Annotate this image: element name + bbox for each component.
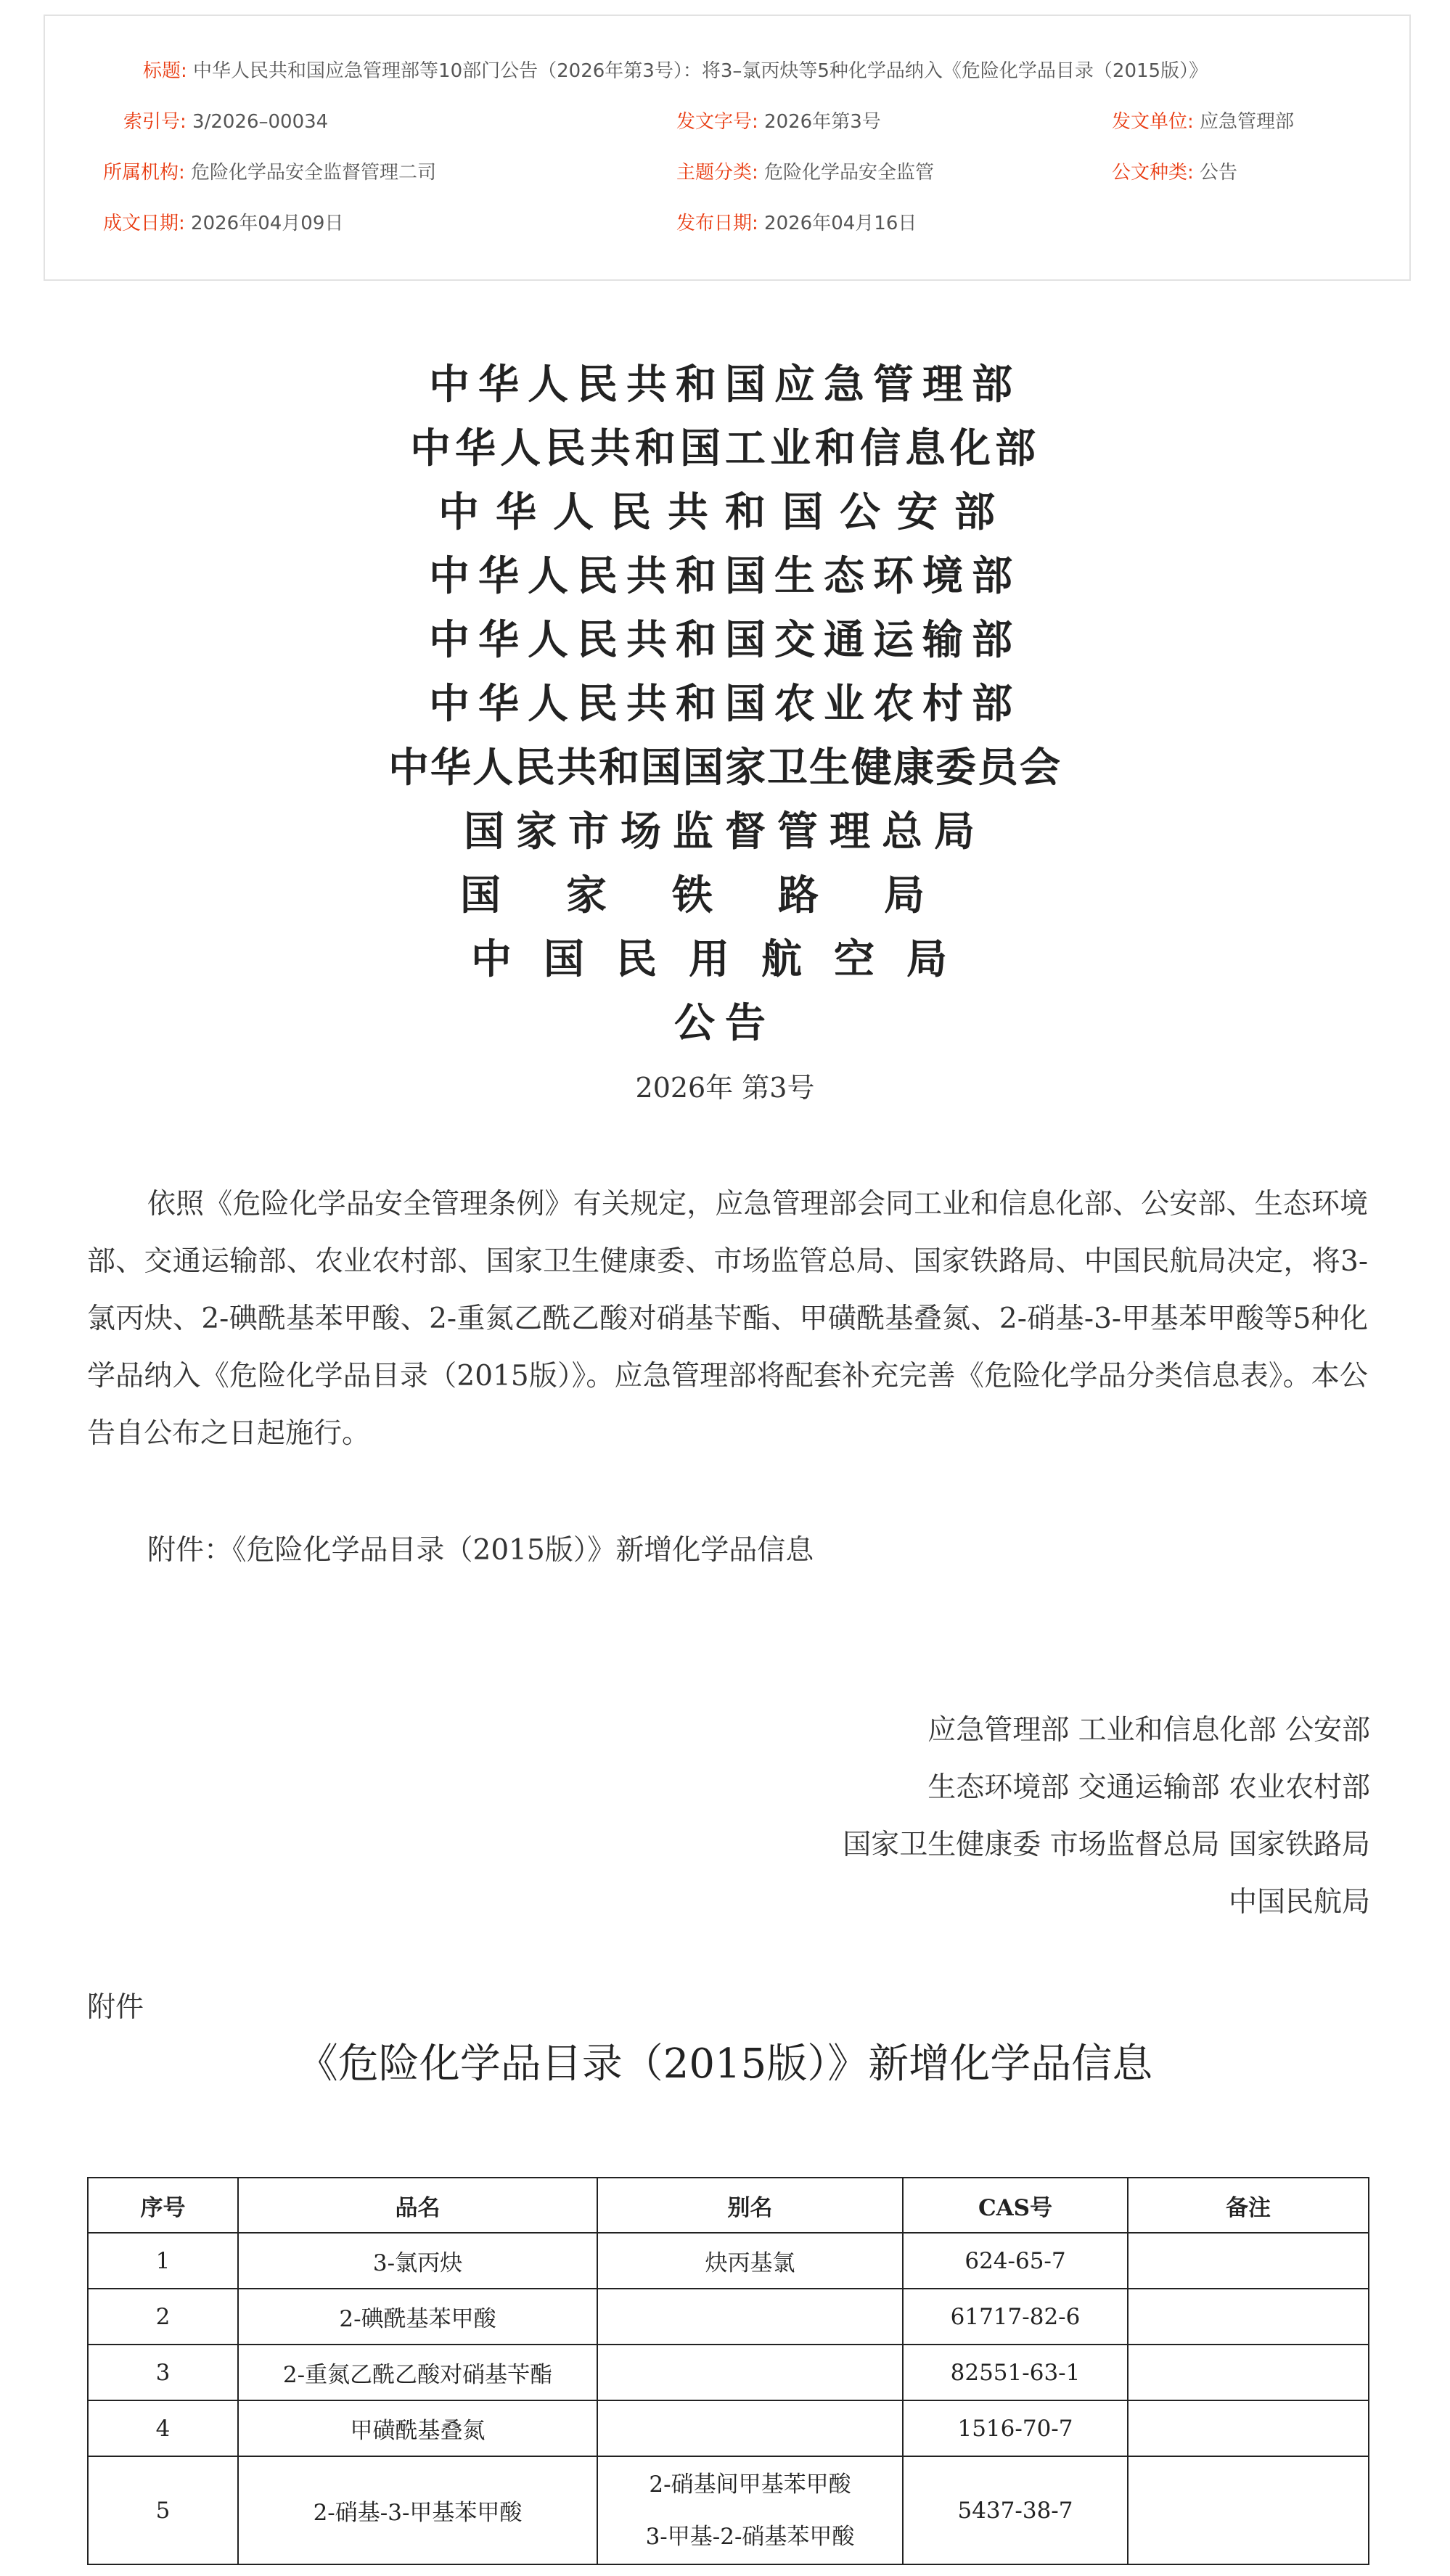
cell-name: 2-碘酰基苯甲酸 [238,2289,597,2345]
cell-cas: 1516-70-7 [903,2400,1128,2456]
table-row [88,2400,1369,2456]
cell-name: 2-重氮乙酰乙酸对硝基苄酯 [238,2345,597,2400]
cell-alias [597,2289,903,2345]
metadata-created-date-label: 成文日期: [103,213,185,234]
table-row [88,2289,1369,2345]
issuer-line: 中华人民共和国生态环境部 [429,552,1021,600]
metadata-row-2 [45,158,1409,187]
signer-line: 应急管理部 工业和信息化部 公安部 [927,1714,1370,1747]
issuer-line: 中华人民共和国公安部 [438,488,1012,536]
metadata-doc-type [1112,158,1237,187]
cell-cas: 624-65-7 [903,2233,1128,2289]
cell-alias [597,2456,903,2564]
chemicals-table [87,2177,1369,2565]
cell-cas: 5437-38-7 [903,2456,1128,2564]
metadata-doc-number-value: 2026年第3号 [764,111,881,133]
metadata-index-label: 索引号: [123,111,187,133]
metadata-index-value: 3/2026–00034 [192,111,329,133]
cell-note [1128,2456,1369,2564]
issuer-line: 中华人民共和国交通运输部 [429,616,1021,664]
cell-number: 1 [88,2233,238,2289]
metadata-row-3 [45,209,1409,238]
table-row [88,2233,1369,2289]
cell-alias [597,2345,903,2400]
cell-note [1128,2233,1369,2289]
issuer-line: 中国民用航空局 [471,935,979,983]
metadata-doc-number [676,107,881,136]
metadata-published-date [676,209,917,238]
issuer-line: 中华人民共和国农业农村部 [429,680,1021,728]
table-row [88,2456,1369,2564]
document-type-title: 公告 [674,999,776,1047]
metadata-row-1 [45,107,1409,136]
metadata-created-date [103,209,343,238]
signer-line: 中国民航局 [1228,1886,1370,1919]
announcement-body: 依照《危险化学品安全管理条例》有关规定，应急管理部会同工业和信息化部、公安部、生态环境部、交通运输部、农业农村部、国家卫生健康委、市场监管总局、国家铁路局、中国民航局决定，将3-氯丙炔、2-碘酰基苯甲酸、2-重氮乙酰乙酸对硝基苄酯、甲磺酰基叠氮、2-硝基-3-甲基苯甲酸等5种化学品纳入《危险化学品目录（2015版）》。应急管理部将配套补充完善《危险化学品分类信息表》。本公告自公布之日起施行。 [87,1188,1368,1450]
metadata-row-title [45,57,1409,86]
cell-name: 甲磺酰基叠氮 [238,2400,597,2456]
issuer-line: 国家市场监督管理总局 [464,808,986,856]
alias-line: 3-甲基-2-硝基苯甲酸 [645,2523,855,2550]
metadata-issuer-label: 发文单位: [1112,111,1194,133]
metadata-title [143,57,1208,86]
issuer-line: 国家铁路局 [460,871,990,919]
cell-number: 4 [88,2400,238,2456]
metadata-topic [676,158,934,187]
cell-name: 3-氯丙炔 [238,2233,597,2289]
table-row [88,2345,1369,2400]
metadata-published-date-label: 发布日期: [676,213,758,234]
metadata-doc-type-value: 公告 [1200,162,1238,184]
metadata-doc-number-label: 发文字号: [676,111,758,133]
attachment-reference: 附件：《危险化学品目录（2015版）》新增化学品信息 [147,1534,814,1567]
issuer-line: 中华人民共和国应急管理部 [429,361,1021,409]
attachment-title: 《危险化学品目录（2015版）》新增化学品信息 [297,2040,1153,2088]
metadata-title-label: 标题: [143,60,187,82]
cell-number: 5 [88,2456,238,2564]
document-metadata-panel [44,15,1411,281]
metadata-published-date-value: 2026年04月16日 [764,213,917,234]
alias-line: 2-硝基间甲基苯甲酸 [649,2471,851,2498]
metadata-topic-value: 危险化学品安全监管 [764,162,935,184]
cell-name: 2-硝基-3-甲基苯甲酸 [238,2456,597,2564]
signing-departments [843,1702,1370,1931]
column-header-number: 序号 [88,2178,238,2233]
metadata-title-value: 中华人民共和国应急管理部等10部门公告（2026年第3号）：将3–氯丙炔等5种化学品纳入《危险化学品目录（2015版）》 [193,60,1208,82]
column-header-name: 品名 [238,2178,597,2233]
metadata-organization [103,158,436,187]
metadata-issuer [1112,107,1294,136]
metadata-organization-value: 危险化学品安全监督管理二司 [191,162,437,184]
metadata-doc-type-label: 公文种类: [1112,162,1194,184]
cell-number: 3 [88,2345,238,2400]
cell-alias: 炔丙基氯 [597,2233,903,2289]
issuer-line: 中华人民共和国国家卫生健康委员会 [388,744,1062,792]
cell-cas: 82551-63-1 [903,2345,1128,2400]
signer-line: 国家卫生健康委 市场监督总局 国家铁路局 [843,1829,1370,1861]
cell-cas: 61717-82-6 [903,2289,1128,2345]
document-number: 2026年 第3号 [635,1072,815,1104]
metadata-organization-label: 所属机构: [103,162,185,184]
metadata-topic-label: 主题分类: [676,162,758,184]
cell-note [1128,2400,1369,2456]
cell-note [1128,2345,1369,2400]
column-header-alias: 别名 [597,2178,903,2233]
cell-number: 2 [88,2289,238,2345]
column-header-note: 备注 [1128,2178,1369,2233]
cell-alias [597,2400,903,2456]
metadata-created-date-value: 2026年04月09日 [191,213,344,234]
signer-line: 生态环境部 交通运输部 农业农村部 [927,1771,1370,1804]
issuer-line: 中华人民共和国工业和信息化部 [410,424,1040,472]
attachment-label: 附件 [87,1991,144,2024]
table-header-row [88,2178,1369,2233]
metadata-issuer-value: 应急管理部 [1200,111,1295,133]
metadata-index [123,107,328,136]
cell-note [1128,2289,1369,2345]
column-header-cas: CAS号 [903,2178,1128,2233]
